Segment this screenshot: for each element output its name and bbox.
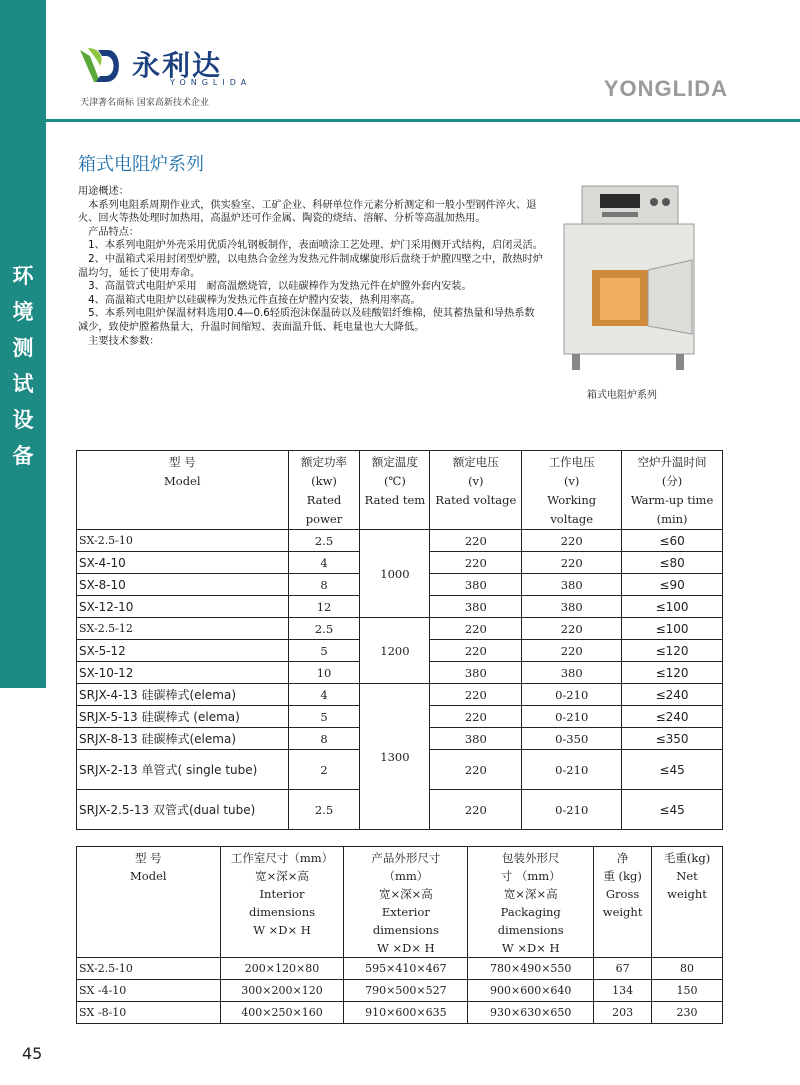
cell-temp: 1000 (360, 530, 430, 618)
table-row (77, 618, 723, 640)
table-row (77, 980, 723, 1002)
cell-model: SRJX-2-13 单管式( single tube) (77, 750, 289, 790)
cell-model: SX -4-10 (77, 980, 221, 1002)
cell-voltage: 380 (430, 574, 522, 596)
desc-line: 5、本系列电阻炉保温材料选用0.4—0.6轻质泡沫保温砖以及硅酸铝纤维棉，使其蓄热量和导热系数减少，致使炉膛蓄热量大，升温时间缩短、表面温升低、耗电量也大大降低。 (78, 308, 535, 333)
cell-power: 5 (288, 706, 360, 728)
cell-power: 10 (288, 662, 360, 684)
cell-warm: ≤240 (622, 684, 723, 706)
desc-line: 产品特点： (78, 226, 140, 238)
column-header-net-weight: 净 重 (kg) Gross weight (594, 847, 652, 958)
cell-working: 0-350 (522, 728, 622, 750)
cell-warm: ≤80 (622, 552, 723, 574)
cell-warm: ≤100 (622, 596, 723, 618)
desc-line: 3、高温管式电阻炉采用 耐高温燃烧管，以硅碳棒作为发热元件在炉膛外套内安装。 (78, 281, 472, 293)
column-header-model: 型 号 Model (77, 451, 289, 530)
cell-exterior: 790×500×527 (344, 980, 468, 1002)
column-header-temp: 额定温度 (℃) Rated tem (360, 451, 430, 530)
cell-net: 67 (594, 958, 652, 980)
photo-caption: 箱式电阻炉系列 (587, 390, 657, 401)
cell-model: SX-12-10 (77, 596, 289, 618)
cell-temp: 1200 (360, 618, 430, 684)
desc-line: 主要技术参数： (78, 335, 160, 347)
cell-warm: ≤45 (622, 750, 723, 790)
column-header-voltage: 额定电压 (v) Rated voltage (430, 451, 522, 530)
cell-temp: 1300 (360, 684, 430, 830)
cell-voltage: 220 (430, 790, 522, 830)
cell-packaging: 780×490×550 (468, 958, 594, 980)
cell-model: SX-5-12 (77, 640, 289, 662)
cell-warm: ≤45 (622, 790, 723, 830)
cell-model: SX-2.5-10 (77, 958, 221, 980)
cell-power: 2.5 (288, 530, 360, 552)
cell-warm: ≤60 (622, 530, 723, 552)
cell-model: SX-2.5-12 (77, 618, 289, 640)
cell-packaging: 900×600×640 (468, 980, 594, 1002)
cell-voltage: 220 (430, 530, 522, 552)
cell-exterior: 910×600×635 (344, 1002, 468, 1024)
side-char: 试 (12, 371, 34, 396)
cell-power: 2.5 (288, 618, 360, 640)
side-char: 测 (12, 335, 34, 360)
column-header-exterior: 产品外形尺寸 （mm） 宽×深×高 Exterior dimensions W ×D× H (344, 847, 468, 958)
cell-working: 220 (522, 618, 622, 640)
table-header-row (77, 451, 723, 530)
cell-working: 220 (522, 552, 622, 574)
cell-working: 0-210 (522, 684, 622, 706)
cell-power: 2.5 (288, 790, 360, 830)
cell-model: SX-2.5-10 (77, 530, 289, 552)
column-header-warm-up: 空炉升温时间 (分) Warm-up time (min) (622, 451, 723, 530)
header-divider (46, 119, 800, 122)
table-header-row (77, 847, 723, 958)
cell-working: 380 (522, 596, 622, 618)
column-header-power: 额定功率 (kw) Rated power (288, 451, 360, 530)
cell-working: 380 (522, 574, 622, 596)
table-row (77, 958, 723, 980)
cell-power: 5 (288, 640, 360, 662)
cell-power: 8 (288, 728, 360, 750)
cell-warm: ≤350 (622, 728, 723, 750)
cell-net: 203 (594, 1002, 652, 1024)
furnace-photo (552, 182, 722, 382)
cell-model: SX -8-10 (77, 1002, 221, 1024)
side-char: 备 (12, 443, 34, 468)
table-row (77, 1002, 723, 1024)
brand-name-en: YONGLIDA (170, 78, 252, 87)
cell-model: SRJX-2.5-13 双管式(dual tube) (77, 790, 289, 830)
brand-logo-icon (78, 44, 124, 88)
table-row (77, 684, 723, 706)
description (78, 185, 543, 348)
cell-power: 4 (288, 684, 360, 706)
column-header-packaging: 包装外形尺 寸 （mm） 宽×深×高 Packaging dimensions W ×D× H (468, 847, 594, 958)
cell-working: 220 (522, 640, 622, 662)
cell-voltage: 220 (430, 706, 522, 728)
cell-voltage: 220 (430, 640, 522, 662)
cell-working: 0-210 (522, 750, 622, 790)
page-number: 45 (22, 1044, 43, 1063)
cell-model: SX-4-10 (77, 552, 289, 574)
cell-interior: 400×250×160 (220, 1002, 344, 1024)
cell-power: 12 (288, 596, 360, 618)
header-brand: YONGLIDA (603, 76, 728, 101)
desc-line: 本系列电阻系周期作业式，供实验室、工矿企业、科研单位作元素分析测定和一般小型钢件淬火、退火、回火等热处理时加热用，高温炉还可作金属、陶瓷的烧结、溶解、分析等高温加热用。 (78, 199, 537, 225)
column-header-gross-weight: 毛重(kg) Net weight (652, 847, 723, 958)
cell-power: 8 (288, 574, 360, 596)
cell-power: 2 (288, 750, 360, 790)
side-char: 设 (12, 407, 34, 432)
side-strip (0, 0, 46, 688)
side-char: 环 (12, 263, 34, 288)
cell-interior: 200×120×80 (220, 958, 344, 980)
cell-model: SX-10-12 (77, 662, 289, 684)
cell-model: SRJX-4-13 硅碳棒式(elema) (77, 684, 289, 706)
brand-name: 永利达 (132, 49, 223, 82)
cell-voltage: 380 (430, 662, 522, 684)
cell-gross: 230 (652, 1002, 723, 1024)
cell-working: 220 (522, 530, 622, 552)
cell-working: 0-210 (522, 790, 622, 830)
cell-voltage: 220 (430, 750, 522, 790)
cell-working: 380 (522, 662, 622, 684)
dimensions-table (76, 846, 723, 1024)
column-header-interior: 工作室尺寸（mm） 宽×深×高 Interior dimensions W ×D× H (220, 847, 344, 958)
cell-warm: ≤120 (622, 662, 723, 684)
cell-warm: ≤100 (622, 618, 723, 640)
cell-interior: 300×200×120 (220, 980, 344, 1002)
cell-gross: 80 (652, 958, 723, 980)
desc-line: 4、高温箱式电阻炉以硅碳棒为发热元件直接在炉膛内安装，热利用率高。 (78, 294, 421, 306)
cell-warm: ≤90 (622, 574, 723, 596)
cell-model: SRJX-8-13 硅碳棒式(elema) (77, 728, 289, 750)
side-title (0, 258, 46, 474)
cell-exterior: 595×410×467 (344, 958, 468, 980)
table-row (77, 530, 723, 552)
desc-line: 1、本系列电阻炉外壳采用优质冷轧钢板制作，表面喷涂工艺处理、炉门采用侧开式结构，启闭灵活。 (78, 240, 543, 252)
cell-gross: 150 (652, 980, 723, 1002)
cell-working: 0-210 (522, 706, 622, 728)
cell-voltage: 380 (430, 596, 522, 618)
column-header-model: 型 号 Model (77, 847, 221, 958)
cell-voltage: 220 (430, 684, 522, 706)
cell-warm: ≤120 (622, 640, 723, 662)
cell-warm: ≤240 (622, 706, 723, 728)
cell-voltage: 220 (430, 618, 522, 640)
desc-line: 2、中温箱式采用封闭型炉膛，以电热合金丝为发热元件制成螺旋形后盘绕于炉膛四壁之中，散热时炉温均匀，延长了使用寿命。 (78, 253, 543, 279)
technical-parameters-table (76, 450, 723, 830)
side-char: 境 (12, 299, 34, 324)
cell-model: SX-8-10 (77, 574, 289, 596)
cell-voltage: 220 (430, 552, 522, 574)
cell-model: SRJX-5-13 硅碳棒式 (elema) (77, 706, 289, 728)
column-header-working-voltage: 工作电压 (v) Working voltage (522, 451, 622, 530)
cell-packaging: 930×630×650 (468, 1002, 594, 1024)
brand-slogan: 天津著名商标 国家高新技术企业 (80, 98, 209, 108)
desc-line: 用途概述： (78, 186, 129, 197)
cell-voltage: 380 (430, 728, 522, 750)
cell-power: 4 (288, 552, 360, 574)
cell-net: 134 (594, 980, 652, 1002)
section-title: 箱式电阻炉系列 (78, 154, 204, 175)
